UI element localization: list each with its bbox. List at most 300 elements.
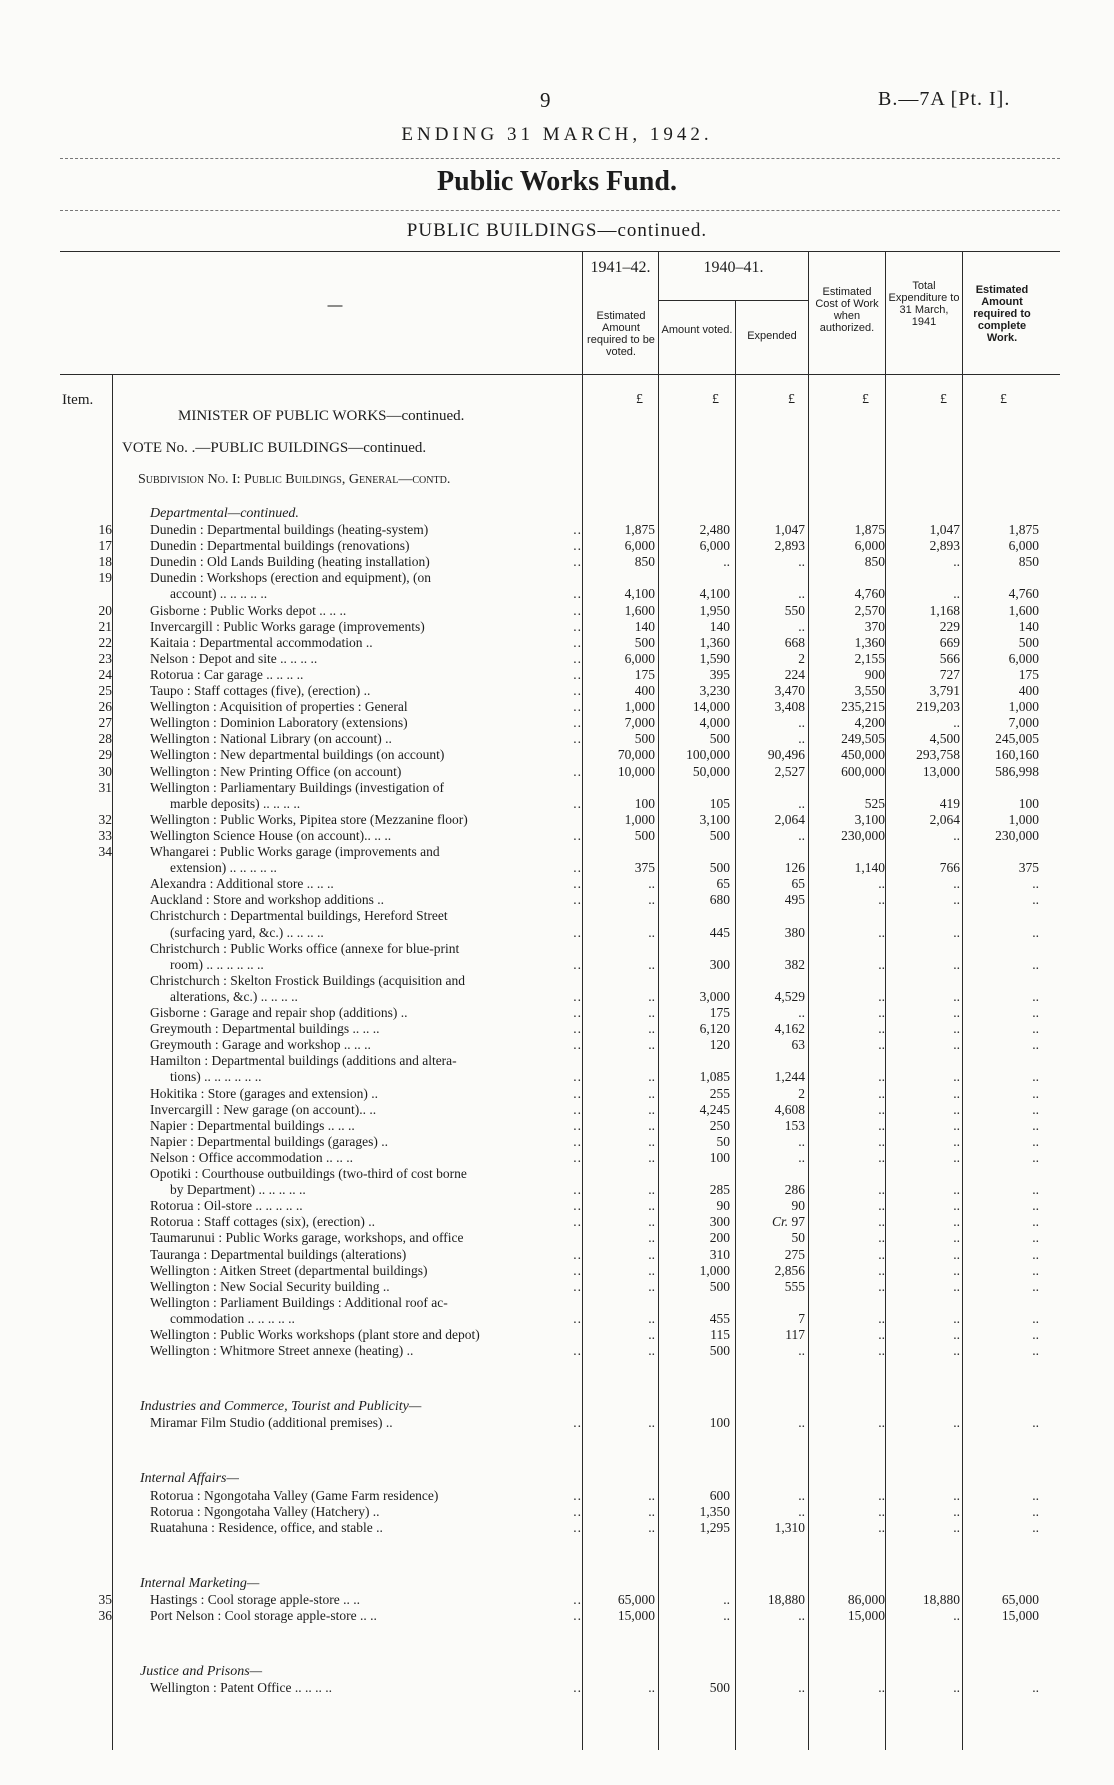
leader-dots: ..: [573, 1005, 582, 1020]
est-amount-cell: ..: [648, 1278, 655, 1294]
est-amount-cell: ..: [648, 1021, 655, 1037]
est-complete-cell: ..: [1032, 1133, 1039, 1149]
amount-voted-cell: 1,950: [699, 602, 730, 618]
group-heading: Justice and Prisons—: [140, 1664, 263, 1680]
row-description: Wellington : Public Works workshops (plant store and depot): [150, 1327, 480, 1342]
est-amount-cell: ..: [648, 924, 655, 940]
est-cost-cell: 235,215: [841, 699, 885, 715]
leader-dots: ..: [573, 1503, 582, 1519]
item-number: 33: [98, 827, 112, 843]
table-row: [0, 538, 1114, 554]
est-cost-cell: 2,570: [854, 602, 885, 618]
est-amount-cell: 140: [634, 618, 655, 634]
est-amount-cell: ..: [648, 1037, 655, 1053]
table-row: [0, 554, 1114, 570]
table-row: [0, 1504, 1114, 1520]
total-expenditure-cell: ..: [953, 1246, 960, 1262]
row-description: Dunedin : Workshops (erection and equipment), (on: [150, 570, 431, 586]
row-description: Nelson : Depot and site .. .. .. ..: [150, 650, 318, 666]
currency-symbol: £: [940, 392, 947, 407]
table-row: [0, 667, 1114, 683]
est-amount-cell: 70,000: [617, 747, 655, 763]
amount-voted-cell: 100: [709, 1149, 730, 1165]
est-amount-cell: ..: [648, 1310, 655, 1326]
item-number: 20: [98, 602, 112, 618]
table-row: [0, 570, 1114, 586]
expended-cell: 65: [791, 876, 805, 892]
amount-voted-cell: 500: [709, 731, 730, 747]
expended-cell: 90: [791, 1198, 805, 1214]
row-description: Hokitika : Store (garages and extension) ..: [150, 1085, 378, 1101]
leader-dots: ..: [573, 892, 582, 908]
expended-cell: 1,047: [774, 522, 805, 537]
row-description: Napier : Departmental buildings .. .. ..: [150, 1117, 355, 1133]
est-complete-cell: ..: [1032, 1037, 1039, 1053]
row-description: Hastings : Cool storage apple-store .. ..: [150, 1591, 360, 1607]
item-number: 23: [98, 650, 112, 666]
item-number: 19: [98, 570, 112, 586]
expended-cell: 555: [784, 1278, 805, 1294]
expended-cell: ..: [798, 731, 805, 747]
table-row: [0, 1415, 1114, 1431]
currency-symbol: £: [1000, 392, 1007, 407]
item-column-label: Item.: [62, 392, 94, 408]
table-row: [0, 780, 1114, 796]
est-amount-cell: 500: [634, 827, 655, 843]
table-row: [0, 1311, 1114, 1327]
total-expenditure-cell: ..: [953, 1262, 960, 1278]
est-complete-cell: 4,760: [1008, 586, 1039, 602]
amount-voted-cell: 300: [709, 956, 730, 972]
row-description: alterations, &c.) .. .. .. ..: [170, 988, 298, 1004]
est-complete-cell: ..: [1032, 1101, 1039, 1117]
est-complete-cell: ..: [1032, 1182, 1039, 1198]
table-row: [0, 1182, 1114, 1198]
est-complete-cell: 1,000: [1008, 699, 1039, 715]
row-description: Wellington : Public Works, Pipitea store (Mezzanine floor): [150, 811, 468, 827]
expended-cell: 380: [784, 924, 805, 940]
currency-symbol: £: [862, 392, 869, 407]
amount-voted-cell: 500: [709, 1680, 730, 1696]
divider: [60, 210, 1060, 211]
est-cost-cell: ..: [878, 1415, 885, 1431]
leader-dots: ..: [573, 1214, 582, 1230]
header-expended: Expended: [747, 330, 797, 342]
leader-dots: ..: [573, 522, 582, 537]
est-amount-cell: ..: [648, 876, 655, 892]
leader-dots: ..: [573, 602, 582, 618]
expended-cell: ..: [798, 1415, 805, 1431]
row-description: Auckland : Store and workshop additions ..: [150, 892, 384, 908]
total-expenditure-cell: ..: [953, 1101, 960, 1117]
amount-voted-cell: 445: [709, 924, 730, 940]
expended-cell: 7: [798, 1310, 805, 1326]
est-cost-cell: ..: [878, 1343, 885, 1359]
est-amount-cell: ..: [648, 1085, 655, 1101]
row-description: Wellington : National Library (on account) ..: [150, 731, 392, 747]
row-description: Taumarunui : Public Works garage, workshops, and office: [150, 1230, 464, 1246]
est-amount-cell: ..: [648, 1519, 655, 1535]
row-description: Tauranga : Departmental buildings (alterations): [150, 1246, 407, 1262]
expended-cell: 2,856: [774, 1262, 805, 1278]
amount-voted-cell: 105: [709, 795, 730, 811]
amount-voted-cell: 4,100: [699, 586, 730, 602]
row-description: Rotorua : Car garage .. .. .. ..: [150, 666, 304, 682]
expended-cell: 495: [784, 892, 805, 908]
expended-cell: ..: [798, 1149, 805, 1165]
total-expenditure-cell: ..: [953, 1680, 960, 1696]
table-top-rule: [60, 251, 1060, 252]
expended-cell: 286: [784, 1182, 805, 1198]
expended-cell: 2,064: [774, 811, 805, 827]
expended-cell: ..: [798, 1343, 805, 1359]
est-amount-cell: ..: [648, 1230, 655, 1246]
row-description: Opotiki : Courthouse outbuildings (two-third of cost borne: [150, 1166, 467, 1181]
total-expenditure-cell: 3,791: [929, 683, 960, 698]
leader-dots: ..: [573, 763, 582, 779]
est-complete-cell: 1,600: [1008, 602, 1039, 618]
header-dash: —: [327, 297, 343, 314]
total-expenditure-cell: 4,500: [929, 731, 960, 747]
est-amount-cell: ..: [648, 1117, 655, 1133]
est-amount-cell: 7,000: [624, 715, 655, 731]
est-cost-cell: ..: [878, 1278, 885, 1294]
table-row: [0, 1198, 1114, 1214]
table-row: [0, 1118, 1114, 1134]
leader-dots: ..: [573, 988, 582, 1004]
est-cost-cell: ..: [878, 1182, 885, 1198]
row-description: Dunedin : Departmental buildings (heating-system): [150, 522, 429, 537]
expended-cell: ..: [798, 1608, 805, 1623]
expended-cell: 153: [784, 1117, 805, 1133]
leader-dots: ..: [573, 1680, 582, 1696]
leader-dots: ..: [573, 1591, 582, 1607]
item-number: 29: [98, 747, 112, 763]
page-number: 9: [540, 88, 551, 112]
amount-voted-cell: 500: [709, 827, 730, 843]
table-row: [0, 1520, 1114, 1536]
leader-dots: ..: [573, 1037, 582, 1053]
est-amount-cell: 400: [634, 683, 655, 698]
amount-voted-cell: 1,590: [699, 650, 730, 666]
est-complete-cell: 6,000: [1008, 650, 1039, 666]
total-expenditure-cell: ..: [953, 1343, 960, 1359]
total-expenditure-cell: 293,758: [916, 747, 960, 763]
est-complete-cell: 850: [1018, 554, 1039, 570]
total-expenditure-cell: ..: [953, 1005, 960, 1020]
total-expenditure-cell: ..: [953, 1519, 960, 1535]
expended-cell: ..: [798, 1503, 805, 1519]
est-cost-cell: ..: [878, 1327, 885, 1342]
est-cost-cell: ..: [878, 1037, 885, 1053]
row-description: Rotorua : Staff cottages (six), (erection) ..: [150, 1214, 376, 1230]
expended-cell: ..: [798, 554, 805, 570]
amount-voted-cell: 250: [709, 1117, 730, 1133]
amount-voted-cell: ..: [723, 1608, 730, 1623]
row-description: tions) .. .. .. .. .. ..: [170, 1069, 262, 1085]
row-description: Invercargill : Public Works garage (improvements): [150, 618, 425, 634]
expended-cell: 50: [791, 1230, 805, 1246]
est-complete-cell: 160,160: [995, 747, 1039, 763]
table-row: [0, 731, 1114, 747]
expended-cell: ..: [798, 1487, 805, 1503]
est-amount-cell: 10,000: [617, 763, 655, 779]
est-complete-cell: 230,000: [995, 827, 1039, 843]
est-amount-cell: ..: [648, 1182, 655, 1198]
est-cost-cell: ..: [878, 1101, 885, 1117]
row-description: Napier : Departmental buildings (garages) ..: [150, 1133, 389, 1149]
row-description: Christchurch : Departmental buildings, Hereford Street: [150, 908, 448, 924]
amount-voted-cell: 200: [709, 1230, 730, 1246]
leader-dots: ..: [573, 650, 582, 666]
amount-voted-cell: 1,350: [699, 1503, 730, 1519]
est-cost-cell: 525: [864, 795, 885, 811]
total-expenditure-cell: ..: [953, 876, 960, 892]
table-row: [0, 973, 1114, 989]
table-row: [0, 764, 1114, 780]
est-complete-cell: 245,005: [995, 731, 1039, 747]
expended-cell: 3,408: [774, 699, 805, 715]
est-cost-cell: 1,360: [854, 634, 885, 650]
header-est-cost: Estimated Cost of Work when authorized.: [815, 286, 879, 334]
est-cost-cell: ..: [878, 956, 885, 972]
est-amount-cell: 6,000: [624, 538, 655, 554]
expended-cell: 550: [784, 602, 805, 618]
expended-cell: ..: [798, 795, 805, 811]
leader-dots: ..: [573, 1182, 582, 1198]
expended-cell: 1,244: [774, 1069, 805, 1085]
total-expenditure-cell: ..: [953, 924, 960, 940]
est-cost-cell: ..: [878, 1262, 885, 1278]
est-cost-cell: ..: [878, 924, 885, 940]
row-description: extension) .. .. .. .. ..: [170, 860, 277, 876]
est-cost-cell: 370: [864, 618, 885, 634]
est-complete-cell: 375: [1018, 860, 1039, 876]
row-description: Wellington Science House (on account).. .. ..: [150, 827, 392, 843]
table-row: [0, 1680, 1114, 1696]
table-row: [0, 1247, 1114, 1263]
est-cost-cell: ..: [878, 1149, 885, 1165]
table-row: [0, 651, 1114, 667]
total-expenditure-cell: ..: [953, 827, 960, 843]
leader-dots: ..: [573, 876, 582, 892]
table-row: [0, 1150, 1114, 1166]
total-expenditure-cell: ..: [953, 554, 960, 570]
item-number: 32: [98, 811, 112, 827]
leader-dots: ..: [573, 1519, 582, 1535]
leader-dots: ..: [573, 1262, 582, 1278]
total-expenditure-cell: ..: [953, 1182, 960, 1198]
group-heading: Internal Affairs—: [140, 1471, 239, 1487]
leader-dots: ..: [573, 731, 582, 747]
expended-cell: ..: [798, 1133, 805, 1149]
row-description: Rotorua : Ngongotaha Valley (Hatchery) ..: [150, 1503, 380, 1519]
table-row: [0, 715, 1114, 731]
vote-heading: VOTE No. .—PUBLIC BUILDINGS—continued.: [122, 440, 427, 456]
divider: [60, 158, 1060, 159]
leader-dots: ..: [573, 1246, 582, 1262]
total-expenditure-cell: 219,203: [916, 699, 960, 715]
total-expenditure-cell: ..: [953, 1149, 960, 1165]
amount-voted-cell: 300: [709, 1214, 730, 1230]
leader-dots: ..: [573, 666, 582, 682]
expended-cell: 2,527: [774, 763, 805, 779]
table-row: [0, 828, 1114, 844]
row-description: Wellington : New Social Security building ..: [150, 1278, 390, 1294]
row-description: Gisborne : Public Works depot .. .. ..: [150, 602, 347, 618]
table-row: [0, 1021, 1114, 1037]
est-complete-cell: 1,875: [1008, 522, 1039, 537]
est-amount-cell: 1,000: [624, 699, 655, 715]
est-amount-cell: ..: [648, 1198, 655, 1214]
amount-voted-cell: 600: [709, 1487, 730, 1503]
header-subrule: [658, 300, 808, 301]
row-description: Nelson : Office accommodation .. .. ..: [150, 1149, 353, 1165]
est-complete-cell: 400: [1018, 683, 1039, 698]
item-number: 24: [98, 666, 112, 682]
total-expenditure-cell: ..: [953, 1310, 960, 1326]
leader-dots: ..: [573, 956, 582, 972]
total-expenditure-cell: ..: [953, 1278, 960, 1294]
item-number: 31: [98, 779, 112, 795]
item-number: 18: [98, 554, 112, 570]
total-expenditure-cell: ..: [953, 892, 960, 908]
expended-cell: 2: [798, 650, 805, 666]
group-heading: Internal Marketing—: [140, 1575, 260, 1591]
expended-cell: ..: [798, 827, 805, 843]
leader-dots: ..: [573, 924, 582, 940]
table-row: [0, 844, 1114, 860]
leader-dots: ..: [573, 1608, 582, 1623]
leader-dots: ..: [573, 1198, 582, 1214]
leader-dots: ..: [573, 1415, 582, 1431]
expended-cell: 2,893: [774, 538, 805, 554]
total-expenditure-cell: 1,047: [929, 522, 960, 537]
est-amount-cell: 65,000: [617, 1591, 655, 1607]
expended-cell: ..: [798, 1005, 805, 1020]
table-row: [0, 1053, 1114, 1069]
amount-voted-cell: 90: [716, 1198, 730, 1214]
amount-voted-cell: 100,000: [686, 747, 730, 763]
est-amount-cell: 15,000: [617, 1608, 655, 1623]
row-description: Wellington : Patent Office .. .. .. ..: [150, 1680, 333, 1696]
total-expenditure-cell: 566: [939, 650, 960, 666]
table-row: [0, 619, 1114, 635]
amount-voted-cell: 65: [716, 876, 730, 892]
row-description: Kaitaia : Departmental accommodation ..: [150, 634, 373, 650]
leader-dots: ..: [573, 683, 582, 698]
row-description: marble deposits) .. .. .. ..: [170, 795, 301, 811]
est-complete-cell: ..: [1032, 1519, 1039, 1535]
est-cost-cell: ..: [878, 1198, 885, 1214]
est-cost-cell: ..: [878, 876, 885, 892]
est-amount-cell: ..: [648, 1327, 655, 1342]
amount-voted-cell: 14,000: [692, 699, 730, 715]
est-complete-cell: ..: [1032, 1327, 1039, 1342]
group-heading: Industries and Commerce, Tourist and Publicity—: [140, 1399, 422, 1415]
est-complete-cell: ..: [1032, 1487, 1039, 1503]
est-amount-cell: ..: [648, 1343, 655, 1359]
row-description: Wellington : Parliament Buildings : Additional roof ac-: [150, 1294, 448, 1310]
est-complete-cell: 1,000: [1008, 811, 1039, 827]
est-amount-cell: ..: [648, 1133, 655, 1149]
table-row: [0, 522, 1114, 538]
item-number: 22: [98, 634, 112, 650]
est-amount-cell: ..: [648, 1487, 655, 1503]
est-amount-cell: 500: [634, 731, 655, 747]
est-complete-cell: ..: [1032, 876, 1039, 892]
est-amount-cell: 175: [634, 666, 655, 682]
leader-dots: ..: [573, 1278, 582, 1294]
row-description: commodation .. .. .. .. ..: [170, 1310, 295, 1326]
est-cost-cell: 850: [864, 554, 885, 570]
fund-title: Public Works Fund.: [437, 166, 677, 197]
expended-cell: 4,162: [774, 1021, 805, 1037]
table-row: [0, 603, 1114, 619]
row-description: Wellington : Parliamentary Buildings (investigation of: [150, 779, 444, 795]
row-description: Port Nelson : Cool storage apple-store .. ..: [150, 1608, 377, 1623]
row-description: Alexandra : Additional store .. .. ..: [150, 876, 334, 892]
departmental-heading: Departmental—continued.: [150, 506, 299, 521]
est-cost-cell: ..: [878, 1069, 885, 1085]
table-row: [0, 1214, 1114, 1230]
table-row: [0, 1230, 1114, 1246]
table-row: [0, 1608, 1114, 1624]
amount-voted-cell: ..: [723, 1591, 730, 1607]
est-complete-cell: ..: [1032, 1005, 1039, 1020]
header-est-complete: Estimated Amount required to complete Work.: [973, 284, 1031, 344]
est-cost-cell: ..: [878, 1519, 885, 1535]
total-expenditure-cell: ..: [953, 988, 960, 1004]
est-complete-cell: 7,000: [1008, 715, 1039, 731]
total-expenditure-cell: 419: [939, 795, 960, 811]
leader-dots: ..: [573, 827, 582, 843]
leader-dots: ..: [573, 618, 582, 634]
total-expenditure-cell: 1,168: [929, 602, 960, 618]
total-expenditure-cell: 18,880: [922, 1591, 960, 1607]
table-row: [0, 941, 1114, 957]
table-row: [0, 1069, 1114, 1085]
est-cost-cell: 230,000: [841, 827, 885, 843]
total-expenditure-cell: ..: [953, 1487, 960, 1503]
total-expenditure-cell: ..: [953, 1415, 960, 1431]
table-row: [0, 812, 1114, 828]
row-description: Taupo : Staff cottages (five), (erection) ..: [150, 683, 371, 698]
table-row: [0, 796, 1114, 812]
total-expenditure-cell: ..: [953, 1198, 960, 1214]
table-row: [0, 1263, 1114, 1279]
row-description: Christchurch : Skelton Frostick Buildings (acquisition and: [150, 972, 465, 988]
table-row: [0, 747, 1114, 763]
item-number: 21: [98, 618, 112, 634]
est-amount-cell: 6,000: [624, 650, 655, 666]
total-expenditure-cell: ..: [953, 956, 960, 972]
est-complete-cell: ..: [1032, 1415, 1039, 1431]
amount-voted-cell: 115: [710, 1327, 730, 1342]
leader-dots: ..: [573, 1149, 582, 1165]
amount-voted-cell: 120: [709, 1037, 730, 1053]
header-bottom-rule: [60, 374, 1060, 375]
table-row: [0, 925, 1114, 941]
amount-voted-cell: 500: [709, 860, 730, 876]
expended-cell: ..: [798, 715, 805, 731]
amount-voted-cell: 1,085: [699, 1069, 730, 1085]
amount-voted-cell: 100: [709, 1415, 730, 1431]
row-description: Greymouth : Departmental buildings .. .. ..: [150, 1021, 380, 1037]
total-expenditure-cell: 2,064: [929, 811, 960, 827]
est-amount-cell: ..: [648, 1214, 655, 1230]
total-expenditure-cell: ..: [953, 1117, 960, 1133]
